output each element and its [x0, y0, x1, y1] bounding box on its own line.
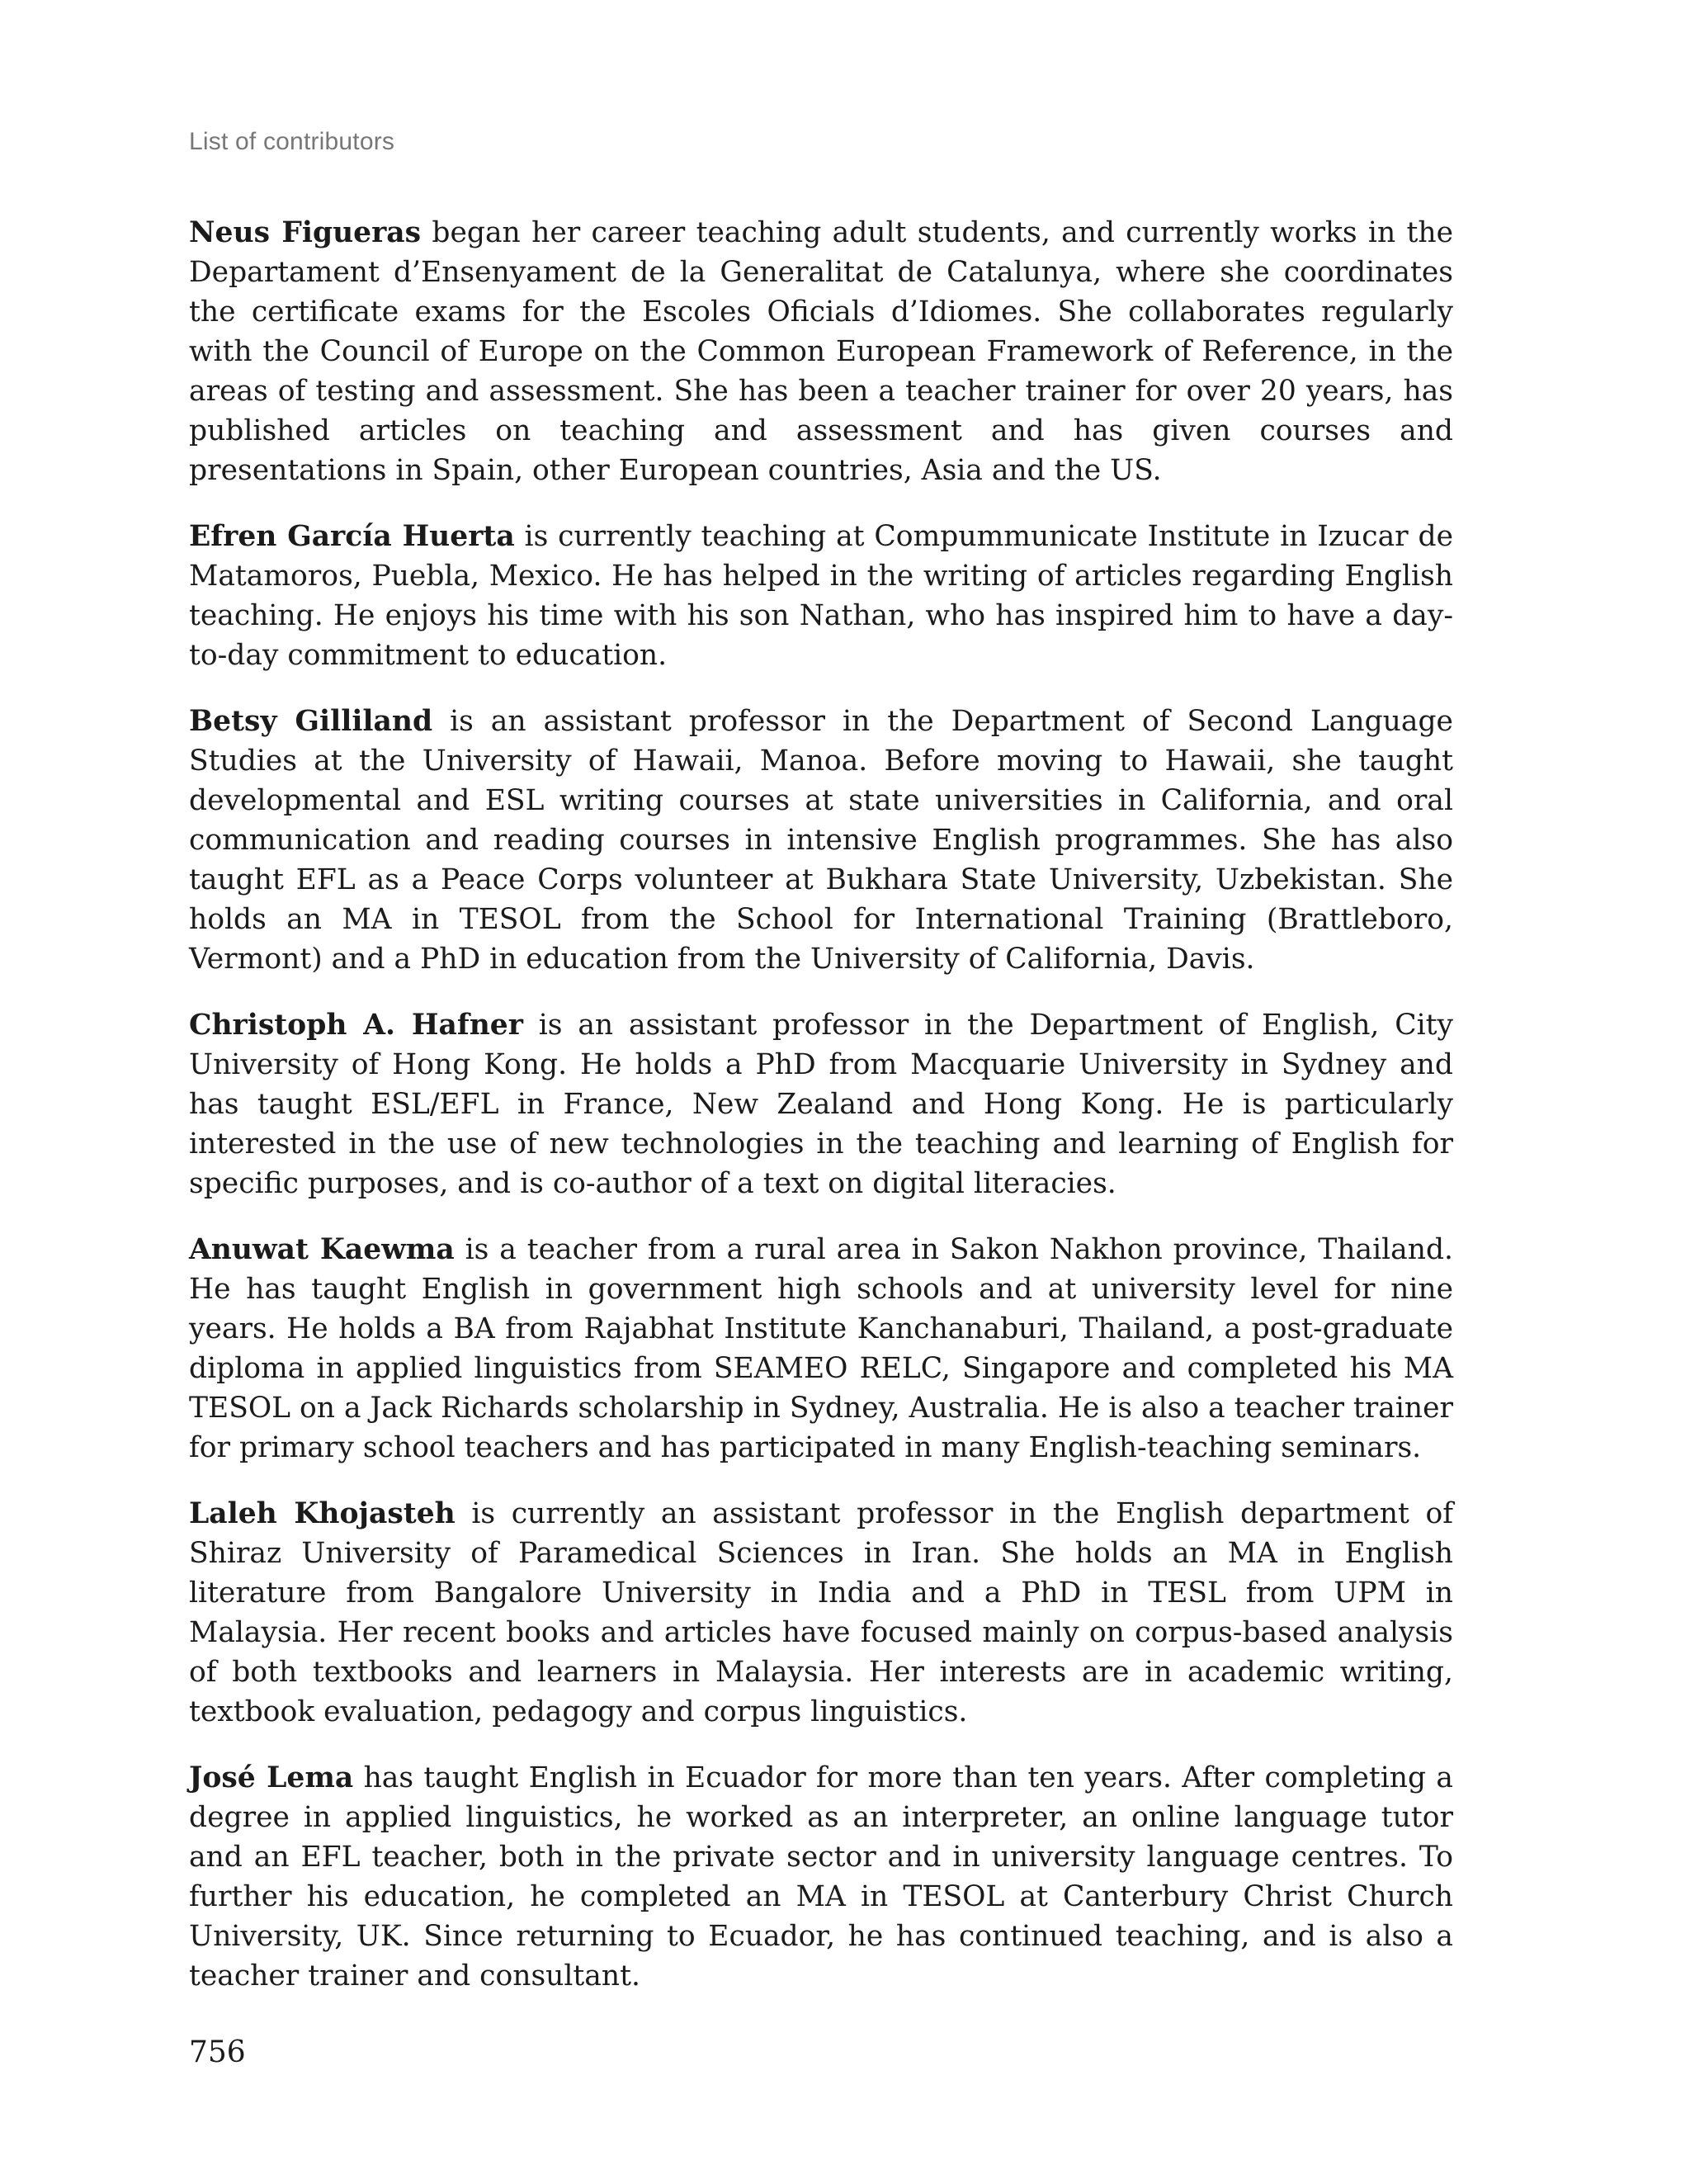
contributor-bio: is currently an assistant professor in the English department of Shiraz University of Paramedical Sciences in Iran. She holds an MA in English literature from Bangalore University in India and a PhD in TESL from UPM in Malaysia. Her recent books and articles have focused mainly on corpus-based analysis of both textbooks and learners in Malaysia. Her interests are in academic writing, textbook evaluation, pedagogy and corpus linguistics.: [189, 1497, 1453, 1728]
contributor-name: Betsy Gilliland: [189, 705, 433, 738]
contributor-entry: [189, 1494, 1453, 1732]
contributor-name: José Lema: [189, 1761, 354, 1794]
contributor-name: Neus Figueras: [189, 216, 422, 249]
contributor-entry: [189, 1005, 1453, 1203]
contributor-name: Laleh Khojasteh: [189, 1497, 456, 1530]
contributor-bio: is a teacher from a rural area in Sakon Nakhon province, Thailand. He has taught English in government high schools and at university level for nine years. He holds a BA from Rajabhat Institute Kanchanaburi, Thailand, a post-graduate diploma in applied linguistics from SEAMEO RELC, Singapore and completed his MA TESOL on a Jack Richards scholarship in Sydney, Australia. He is also a teacher trainer for primary school teachers and has participated in many English-teaching seminars.: [189, 1233, 1453, 1464]
contributor-name: Christoph A. Hafner: [189, 1009, 523, 1042]
contributor-entry: [189, 213, 1453, 490]
contributor-bio: began her career teaching adult students, and currently works in the Departament d’Ensenyament de la Generalitat de Catalunya, where she coordinates the certificate exams for the Escoles Oficials d’Idiomes. She collaborates regularly with the Council of Europe on the Common European Framework of Reference, in the areas of testing and assessment. She has been a teacher trainer for over 20 years, has published articles on teaching and assessment and has given courses and presentations in Spain, other European countries, Asia and the US.: [189, 216, 1453, 487]
running-header: List of contributors: [189, 128, 395, 155]
contributor-entry: [189, 702, 1453, 979]
contributor-entry: [189, 1758, 1453, 1996]
contributor-bio: is currently teaching at Compummunicate Institute in Izucar de Matamoros, Puebla, Mexico. He has helped in the writing of articles regarding English teaching. He enjoys his time with his son Nathan, who has inspired him to have a day-to-day commitment to education.: [189, 520, 1454, 672]
contributor-entry: [189, 1230, 1453, 1468]
contributor-name: Anuwat Kaewma: [189, 1233, 455, 1266]
contributor-entry: [189, 517, 1453, 675]
contributor-name: Efren García Huerta: [189, 520, 515, 553]
contributor-bio: is an assistant professor in the Department of English, City University of Hong Kong. He holds a PhD from Macquarie University in Sydney and has taught ESL/EFL in France, New Zealand and Hong Kong. He is particularly interested in the use of new technologies in the teaching and learning of English for specific purposes, and is co-author of a text on digital literacies.: [189, 1009, 1454, 1200]
contributors-list: [189, 213, 1453, 2022]
contributor-bio: has taught English in Ecuador for more than ten years. After completing a degree in applied linguistics, he worked as an interpreter, an online language tutor and an EFL teacher, both in the private sector and in university language centres. To further his education, he completed an MA in TESOL at Canterbury Christ Church University, UK. Since returning to Ecuador, he has continued teaching, and is also a teacher trainer and consultant.: [189, 1761, 1453, 1993]
page-number: 756: [189, 2035, 246, 2069]
contributor-bio: is an assistant professor in the Department of Second Language Studies at the University of Hawaii, Manoa. Before moving to Hawaii, she taught developmental and ESL writing courses at state universities in California, and oral communication and reading courses in intensive English programmes. She has also taught EFL as a Peace Corps volunteer at Bukhara State University, Uzbekistan. She holds an MA in TESOL from the School for International Training (Brattleboro, Vermont) and a PhD in education from the University of California, Davis.: [189, 705, 1453, 976]
